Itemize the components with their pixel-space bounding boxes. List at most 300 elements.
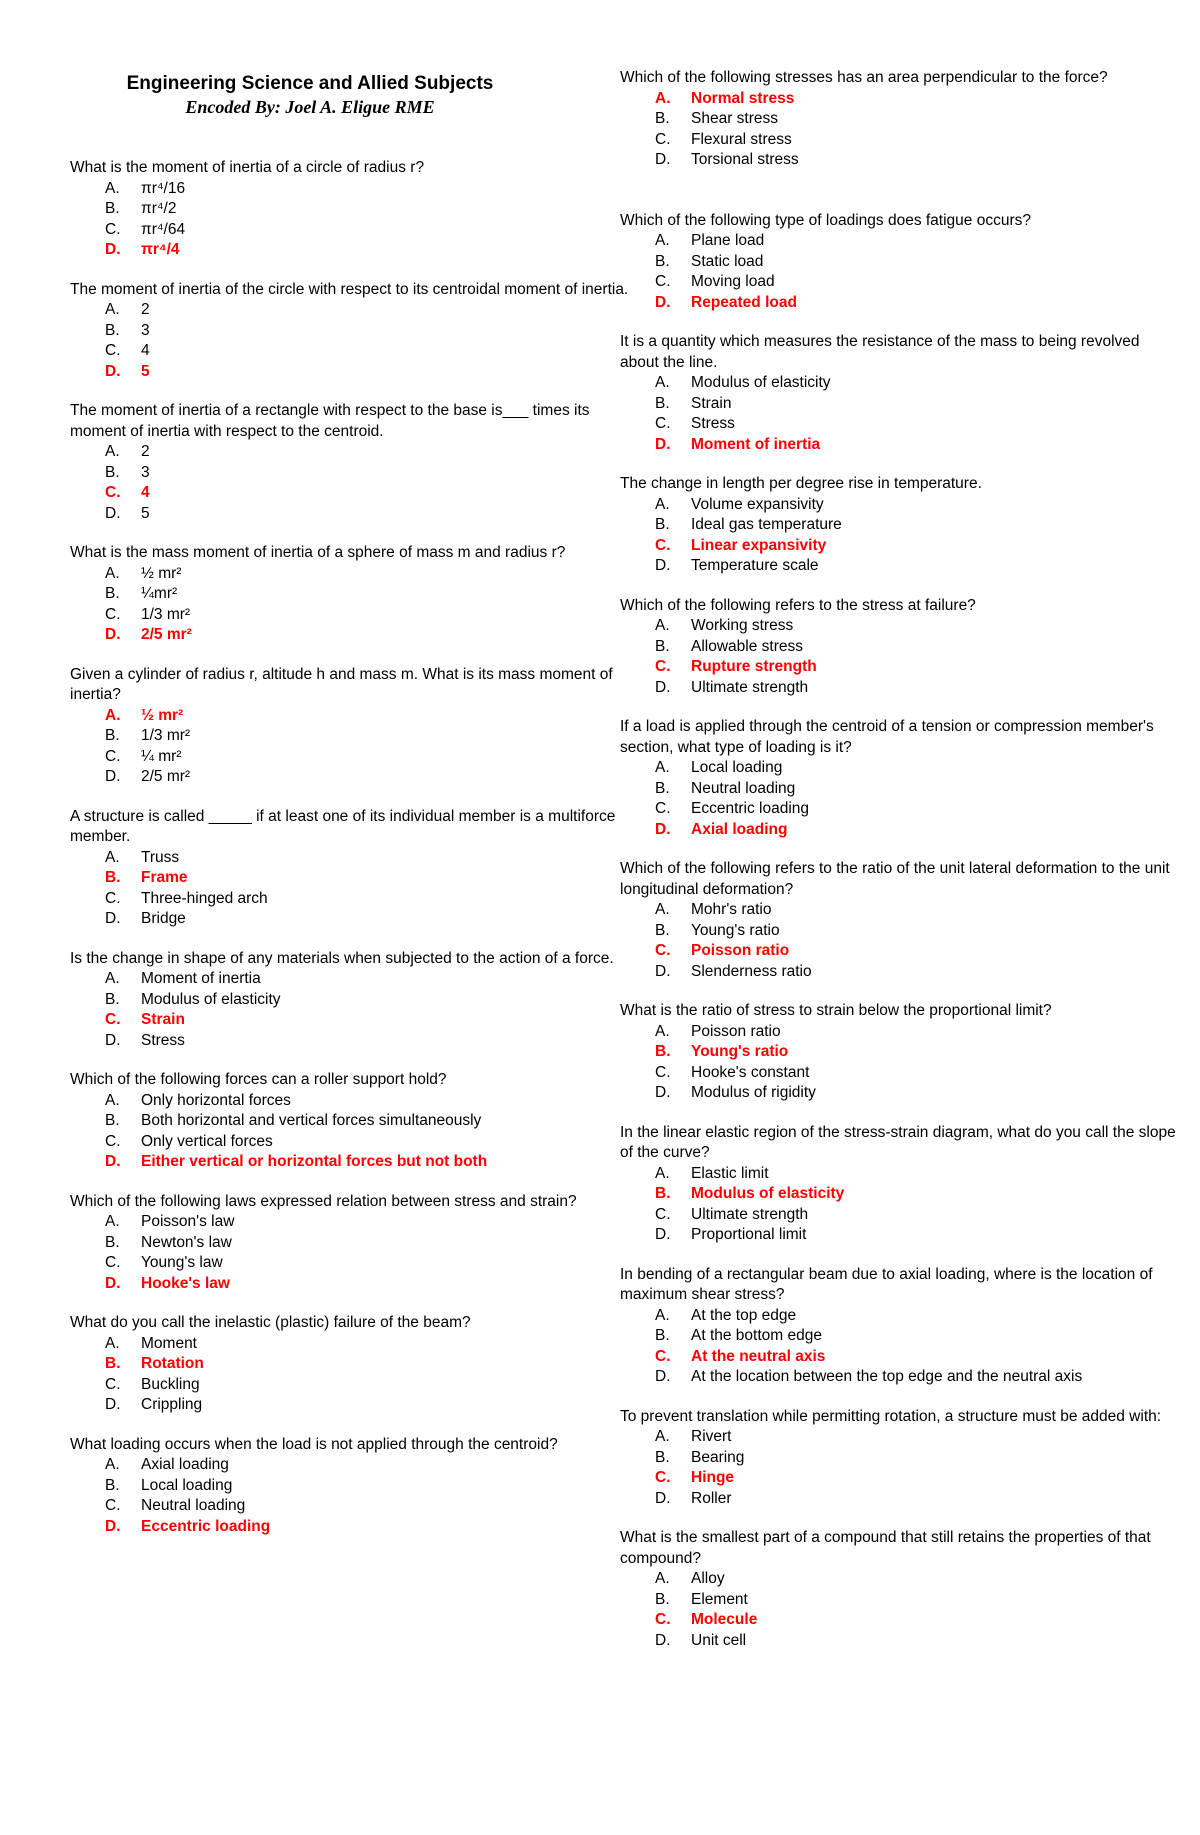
choice-text: 1/3 mr² <box>141 605 191 623</box>
choice-letter: C. <box>655 1205 671 1223</box>
choice-text: Torsional stress <box>691 151 799 168</box>
choice-letter: B. <box>655 637 670 655</box>
choice-letter: C. <box>105 605 121 623</box>
choice-text: Slenderness ratio <box>691 962 812 980</box>
choice-text: Only horizontal forces <box>141 1091 291 1109</box>
choice <box>655 799 1180 820</box>
choice-letter: D. <box>105 362 121 380</box>
choice <box>105 1455 630 1476</box>
question-block <box>620 717 1180 840</box>
choice <box>105 1375 630 1396</box>
choice <box>105 220 630 241</box>
question-stem: It is a quantity which measures the resistance of the mass to being revolved about the line. <box>620 333 1140 371</box>
choice-text: At the location between the top edge and the neutral axis <box>691 1368 1083 1385</box>
choice <box>105 909 630 930</box>
choice <box>655 1063 1180 1084</box>
question-block <box>620 1001 1180 1104</box>
choice <box>655 1448 1180 1469</box>
choice-text: πr⁴/2 <box>141 200 177 217</box>
choice <box>105 848 630 869</box>
choice-letter: A. <box>655 374 670 391</box>
correct-choice <box>655 435 1180 456</box>
choice-letter: B. <box>655 1448 670 1466</box>
correct-choice <box>105 706 630 727</box>
choice <box>105 1253 630 1274</box>
choice-list <box>620 616 1180 698</box>
choice <box>105 747 630 768</box>
choice-letter: C. <box>105 1011 121 1028</box>
question-block <box>70 807 630 930</box>
choice <box>105 1496 630 1517</box>
choice <box>105 726 630 747</box>
choice-text: Moment of inertia <box>691 435 821 453</box>
choice <box>655 779 1180 800</box>
choice-letter: D. <box>655 678 671 696</box>
choice <box>105 990 630 1011</box>
choice-list <box>70 300 630 382</box>
choice <box>105 605 630 626</box>
choice-text: Molecule <box>691 1611 758 1628</box>
choice-text: Hinge <box>691 1469 735 1486</box>
choice-letter: A. <box>655 617 670 634</box>
choice-text: πr⁴/64 <box>141 220 186 238</box>
choice-text: Either vertical or horizontal forces but not both <box>141 1153 488 1170</box>
choice-letter: C. <box>655 130 671 148</box>
question-block <box>70 1192 630 1295</box>
choice-list <box>70 848 630 930</box>
choice-letter: D. <box>105 626 121 643</box>
choice-list <box>70 179 630 261</box>
choice-text: 4 <box>141 342 150 359</box>
correct-choice <box>105 483 630 504</box>
choice <box>105 1395 630 1416</box>
choice <box>105 889 630 910</box>
choice-letter: C. <box>655 942 671 959</box>
choice-letter: D. <box>655 151 671 168</box>
choice-text: Volume expansivity <box>691 495 824 513</box>
question-stem: Which of the following forces can a roller support hold? <box>70 1071 447 1088</box>
correct-choice <box>655 1468 1180 1489</box>
choice <box>655 1205 1180 1226</box>
choice-text: Allowable stress <box>691 637 803 655</box>
choice-text: Stress <box>141 1031 185 1049</box>
question-stem: Given a cylinder of radius r, altitude h and mass m. What is its mass moment of inertia? <box>70 665 613 703</box>
choice-letter: C. <box>105 484 121 501</box>
choice <box>105 564 630 585</box>
choice-text: Static load <box>691 252 764 270</box>
correct-choice <box>105 868 630 889</box>
choice <box>655 900 1180 921</box>
choice <box>105 179 630 200</box>
choice <box>655 1326 1180 1347</box>
choice <box>105 300 630 321</box>
choice <box>655 1022 1180 1043</box>
choice-text: πr⁴/16 <box>141 179 186 197</box>
choice-text: Three-hinged arch <box>141 889 268 907</box>
choice-letter: C. <box>105 747 121 765</box>
question-stem: The moment of inertia of the circle with respect to its centroidal moment of inertia. <box>70 280 629 298</box>
choice-letter: D. <box>105 504 121 522</box>
choice-letter: D. <box>655 435 671 453</box>
choice-letter: C. <box>105 1132 121 1150</box>
choice <box>655 150 1180 171</box>
choice <box>105 1031 630 1052</box>
choice-text: Flexural stress <box>691 130 792 148</box>
choice-letter: B. <box>105 1233 120 1251</box>
choice-letter: A. <box>105 706 121 724</box>
correct-choice <box>105 362 630 383</box>
choice-text: Crippling <box>141 1396 203 1413</box>
choice-letter: B. <box>105 321 120 339</box>
correct-choice <box>105 625 630 646</box>
choice-text: Moment <box>141 1334 197 1352</box>
choice-letter: C. <box>105 342 121 359</box>
choice-letter: A. <box>655 1306 670 1324</box>
choice-text: Linear expansivity <box>691 536 827 554</box>
choice-letter: D. <box>105 1517 121 1535</box>
correct-choice <box>655 1042 1180 1063</box>
choice-text: Axial loading <box>141 1456 229 1473</box>
choice-letter: B. <box>655 516 670 533</box>
choice-letter: A. <box>105 1213 120 1230</box>
left-question-list <box>70 158 630 1537</box>
question-block <box>620 332 1180 455</box>
choice-letter: C. <box>655 536 671 554</box>
choice-text: Rupture strength <box>691 658 817 675</box>
choice-letter: B. <box>655 394 670 412</box>
choice-text: Ideal gas temperature <box>691 516 842 533</box>
choice-letter: D. <box>655 1084 671 1101</box>
choice-letter: D. <box>655 557 671 574</box>
choice-letter: A. <box>105 179 120 197</box>
choice-text: Poisson ratio <box>691 942 790 959</box>
choice-text: ½ mr² <box>141 706 184 724</box>
correct-choice <box>655 941 1180 962</box>
question-stem: Which of the following stresses has an area perpendicular to the force? <box>620 69 1108 86</box>
choice-text: Working stress <box>691 617 794 634</box>
question-block <box>70 280 630 383</box>
correct-choice <box>655 1184 1180 1205</box>
left-column <box>70 68 630 1556</box>
question-block <box>70 158 630 261</box>
choice-text: Modulus of elasticity <box>691 1185 845 1202</box>
choice <box>655 1590 1180 1611</box>
choice-text: Poisson ratio <box>691 1022 781 1040</box>
question-stem: The moment of inertia of a rectangle with respect to the base is___ times its moment of inertia with respect to the centroid. <box>70 402 590 440</box>
question-stem: What is the mass moment of inertia of a sphere of mass m and radius r? <box>70 544 566 561</box>
choice-text: Local loading <box>691 759 783 776</box>
choice-list <box>70 442 630 524</box>
choice-text: Repeated load <box>691 293 797 311</box>
choice-text: At the top edge <box>691 1306 797 1324</box>
choice-letter: A. <box>105 1091 120 1109</box>
choice-letter: C. <box>105 1375 121 1393</box>
choice <box>655 130 1180 151</box>
choice <box>655 1225 1180 1246</box>
choice-text: Ultimate strength <box>691 1205 809 1223</box>
question-block <box>620 211 1180 314</box>
choice-text: 1/3 mr² <box>141 727 191 744</box>
choice-text: Temperature scale <box>691 557 819 574</box>
correct-choice <box>655 820 1180 841</box>
question-stem: To prevent translation while permitting rotation, a structure must be added with: <box>620 1407 1162 1425</box>
correct-choice <box>655 1347 1180 1368</box>
question-stem: What do you call the inelastic (plastic) failure of the beam? <box>70 1314 471 1331</box>
choice-text: Frame <box>141 869 188 886</box>
question-block <box>70 401 630 524</box>
choice-text: Eccentric loading <box>141 1517 271 1535</box>
choice-text: Both horizontal and vertical forces simultaneously <box>141 1112 482 1129</box>
choice-text: Proportional limit <box>691 1226 807 1243</box>
choice-letter: A. <box>655 759 670 776</box>
choice <box>105 1132 630 1153</box>
choice <box>105 321 630 342</box>
choice <box>655 231 1180 252</box>
choice-text: 3 <box>141 321 150 339</box>
choice-letter: B. <box>105 1112 120 1129</box>
choice-text: Hooke's constant <box>691 1063 810 1081</box>
choice-text: Neutral loading <box>691 779 796 797</box>
choice-text: Young's law <box>141 1254 223 1271</box>
choice <box>655 1489 1180 1510</box>
right-column <box>620 68 1180 1670</box>
choice-letter: C. <box>655 800 671 817</box>
choice-letter: C. <box>655 1347 671 1365</box>
choice-text: 2/5 mr² <box>141 626 192 643</box>
question-block <box>70 949 630 1052</box>
choice-letter: B. <box>105 990 120 1008</box>
choice <box>105 199 630 220</box>
choice-letter: D. <box>655 293 671 311</box>
choice-text: Young's ratio <box>691 1043 789 1060</box>
choice-letter: D. <box>655 1226 671 1243</box>
question-block <box>620 596 1180 699</box>
choice <box>105 767 630 788</box>
choice-letter: B. <box>105 200 120 217</box>
correct-choice <box>655 89 1180 110</box>
choice-text: Rivert <box>691 1428 732 1445</box>
choice-letter: A. <box>655 495 670 513</box>
choice-letter: A. <box>105 970 120 987</box>
choice-text: Axial loading <box>691 820 788 838</box>
choice-letter: D. <box>655 1368 671 1385</box>
choice-letter: A. <box>655 1428 670 1445</box>
choice-text: 3 <box>141 463 150 481</box>
choice-letter: C. <box>105 889 121 907</box>
choice <box>655 1631 1180 1652</box>
choice-letter: A. <box>105 1334 120 1352</box>
choice-text: Normal stress <box>691 89 795 107</box>
choice-letter: C. <box>655 1469 671 1486</box>
choice-letter: A. <box>105 564 120 582</box>
choice-list <box>620 1306 1180 1388</box>
choice-letter: D. <box>105 241 121 258</box>
choice-letter: C. <box>655 658 671 675</box>
choice-text: Neutral loading <box>141 1497 246 1514</box>
correct-choice <box>105 1354 630 1375</box>
choice-letter: B. <box>105 585 120 602</box>
choice-letter: C. <box>655 1063 671 1081</box>
choice-letter: D. <box>105 1274 121 1292</box>
choice <box>655 373 1180 394</box>
choice-text: Truss <box>141 848 180 866</box>
choice-letter: A. <box>655 1570 670 1587</box>
choice <box>105 969 630 990</box>
choice-letter: D. <box>105 1153 121 1170</box>
choice <box>105 1091 630 1112</box>
choice <box>655 1367 1180 1388</box>
choice <box>105 341 630 362</box>
choice <box>655 758 1180 779</box>
choice-letter: B. <box>105 463 120 481</box>
choice <box>655 1569 1180 1590</box>
choice-text: Moment of inertia <box>141 970 261 987</box>
choice <box>655 962 1180 983</box>
choice-text: Strain <box>691 394 732 412</box>
choice-letter: A. <box>105 848 120 866</box>
question-stem: What is the ratio of stress to strain below the proportional limit? <box>620 1002 1052 1019</box>
choice-text: Mohr's ratio <box>691 901 772 918</box>
choice-text: 2 <box>141 443 150 460</box>
choice-letter: B. <box>655 1327 670 1344</box>
choice-text: Strain <box>141 1011 185 1028</box>
correct-choice <box>655 293 1180 314</box>
correct-choice <box>655 536 1180 557</box>
choice-letter: B. <box>655 1590 670 1608</box>
document-title: Engineering Science and Allied Subjects <box>126 73 494 94</box>
choice-text: ¼mr² <box>141 585 178 602</box>
choice <box>105 584 630 605</box>
choice-text: Modulus of elasticity <box>141 990 281 1008</box>
question-block <box>620 1528 1180 1651</box>
choice-list <box>620 900 1180 982</box>
choice-letter: B. <box>655 921 670 939</box>
choice <box>105 504 630 525</box>
question-stem: If a load is applied through the centroid of a tension or compression member's section, what type of loading is it? <box>620 718 1154 756</box>
choice-text: Modulus of elasticity <box>691 374 831 391</box>
choice-list <box>70 1455 630 1537</box>
choice <box>655 495 1180 516</box>
choice <box>655 556 1180 577</box>
correct-choice <box>105 1152 630 1173</box>
choice-letter: D. <box>105 910 121 927</box>
choice <box>655 637 1180 658</box>
choice-letter: C. <box>655 273 671 290</box>
question-block <box>70 665 630 788</box>
choice-letter: B. <box>655 252 670 270</box>
choice-letter: D. <box>105 1031 121 1049</box>
choice-letter: D. <box>105 768 121 785</box>
choice-text: Poisson's law <box>141 1213 235 1230</box>
question-stem: What loading occurs when the load is not applied through the centroid? <box>70 1435 558 1453</box>
question-block <box>70 543 630 646</box>
choice <box>655 1164 1180 1185</box>
choice-list <box>620 1569 1180 1651</box>
choice <box>655 394 1180 415</box>
choice-letter: C. <box>105 220 121 238</box>
choice-letter: B. <box>105 727 120 744</box>
choice-text: Unit cell <box>691 1631 747 1649</box>
choice-text: Buckling <box>141 1375 200 1393</box>
choice-letter: B. <box>655 110 670 127</box>
choice-text: Bridge <box>141 910 186 927</box>
choice-letter: D. <box>655 962 671 980</box>
choice-text: 2 <box>141 301 150 318</box>
choice-text: Newton's law <box>141 1233 232 1251</box>
choice-text: ½ mr² <box>141 564 182 582</box>
question-block <box>70 1435 630 1538</box>
choice-letter: C. <box>105 1254 121 1271</box>
choice <box>105 1212 630 1233</box>
choice-text: Elastic limit <box>691 1164 769 1182</box>
choice-letter: A. <box>105 443 120 460</box>
choice <box>655 252 1180 273</box>
choice-text: πr⁴/4 <box>141 241 180 258</box>
choice <box>655 1427 1180 1448</box>
choice-text: Hooke's law <box>141 1274 230 1292</box>
choice-letter: A. <box>655 89 671 107</box>
choice-letter: B. <box>655 1043 671 1060</box>
choice-letter: C. <box>655 1611 671 1628</box>
choice-text: Plane load <box>691 232 765 249</box>
choice <box>655 921 1180 942</box>
choice-list <box>620 758 1180 840</box>
question-stem: Which of the following refers to the ratio of the unit lateral deformation to the unit longitudinal deformation? <box>620 860 1170 898</box>
choice-text: Element <box>691 1590 748 1608</box>
question-stem: The change in length per degree rise in temperature. <box>620 475 982 492</box>
choice-text: At the neutral axis <box>691 1347 826 1365</box>
choice <box>655 414 1180 435</box>
choice-list <box>70 1212 630 1294</box>
question-block <box>620 859 1180 982</box>
choice-letter: A. <box>655 1022 670 1040</box>
choice-text: Eccentric loading <box>691 800 810 817</box>
choice-letter: D. <box>655 820 671 838</box>
choice <box>655 1083 1180 1104</box>
choice-text: Modulus of rigidity <box>691 1084 816 1101</box>
choice-list <box>620 1427 1180 1509</box>
choice-letter: B. <box>105 869 121 886</box>
right-question-list <box>620 68 1180 1651</box>
question-stem: A structure is called _____ if at least one of its individual member is a multiforce member. <box>70 807 616 845</box>
choice-list <box>620 89 1180 171</box>
choice-letter: B. <box>655 1185 671 1202</box>
choice-list <box>70 1091 630 1173</box>
choice-text: ¼ mr² <box>141 747 182 765</box>
choice <box>105 1476 630 1497</box>
choice-text: Only vertical forces <box>141 1132 273 1150</box>
choice-letter: A. <box>105 1456 120 1473</box>
choice-text: 2/5 mr² <box>141 768 191 785</box>
question-stem: In bending of a rectangular beam due to axial loading, where is the location of maximum shear stress? <box>620 1265 1153 1303</box>
choice-text: 5 <box>141 504 150 522</box>
choice <box>105 1111 630 1132</box>
question-stem: Which of the following type of loadings does fatigue occurs? <box>620 211 1031 229</box>
choice <box>655 272 1180 293</box>
choice-text: At the bottom edge <box>691 1327 822 1344</box>
choice-list <box>70 564 630 646</box>
question-stem: What is the smallest part of a compound that still retains the properties of that compound? <box>620 1529 1151 1567</box>
choice-list <box>70 969 630 1051</box>
choice-list <box>620 373 1180 455</box>
question-stem: What is the moment of inertia of a circle of radius r? <box>70 159 425 176</box>
choice-text: Alloy <box>691 1570 725 1587</box>
choice-text: Ultimate strength <box>691 678 809 696</box>
question-stem: In the linear elastic region of the stress-strain diagram, what do you call the slope of the curve? <box>620 1123 1176 1161</box>
document-byline: Encoded By: Joel A. Eligue RME <box>185 97 435 117</box>
choice <box>655 1306 1180 1327</box>
choice-list <box>620 1022 1180 1104</box>
